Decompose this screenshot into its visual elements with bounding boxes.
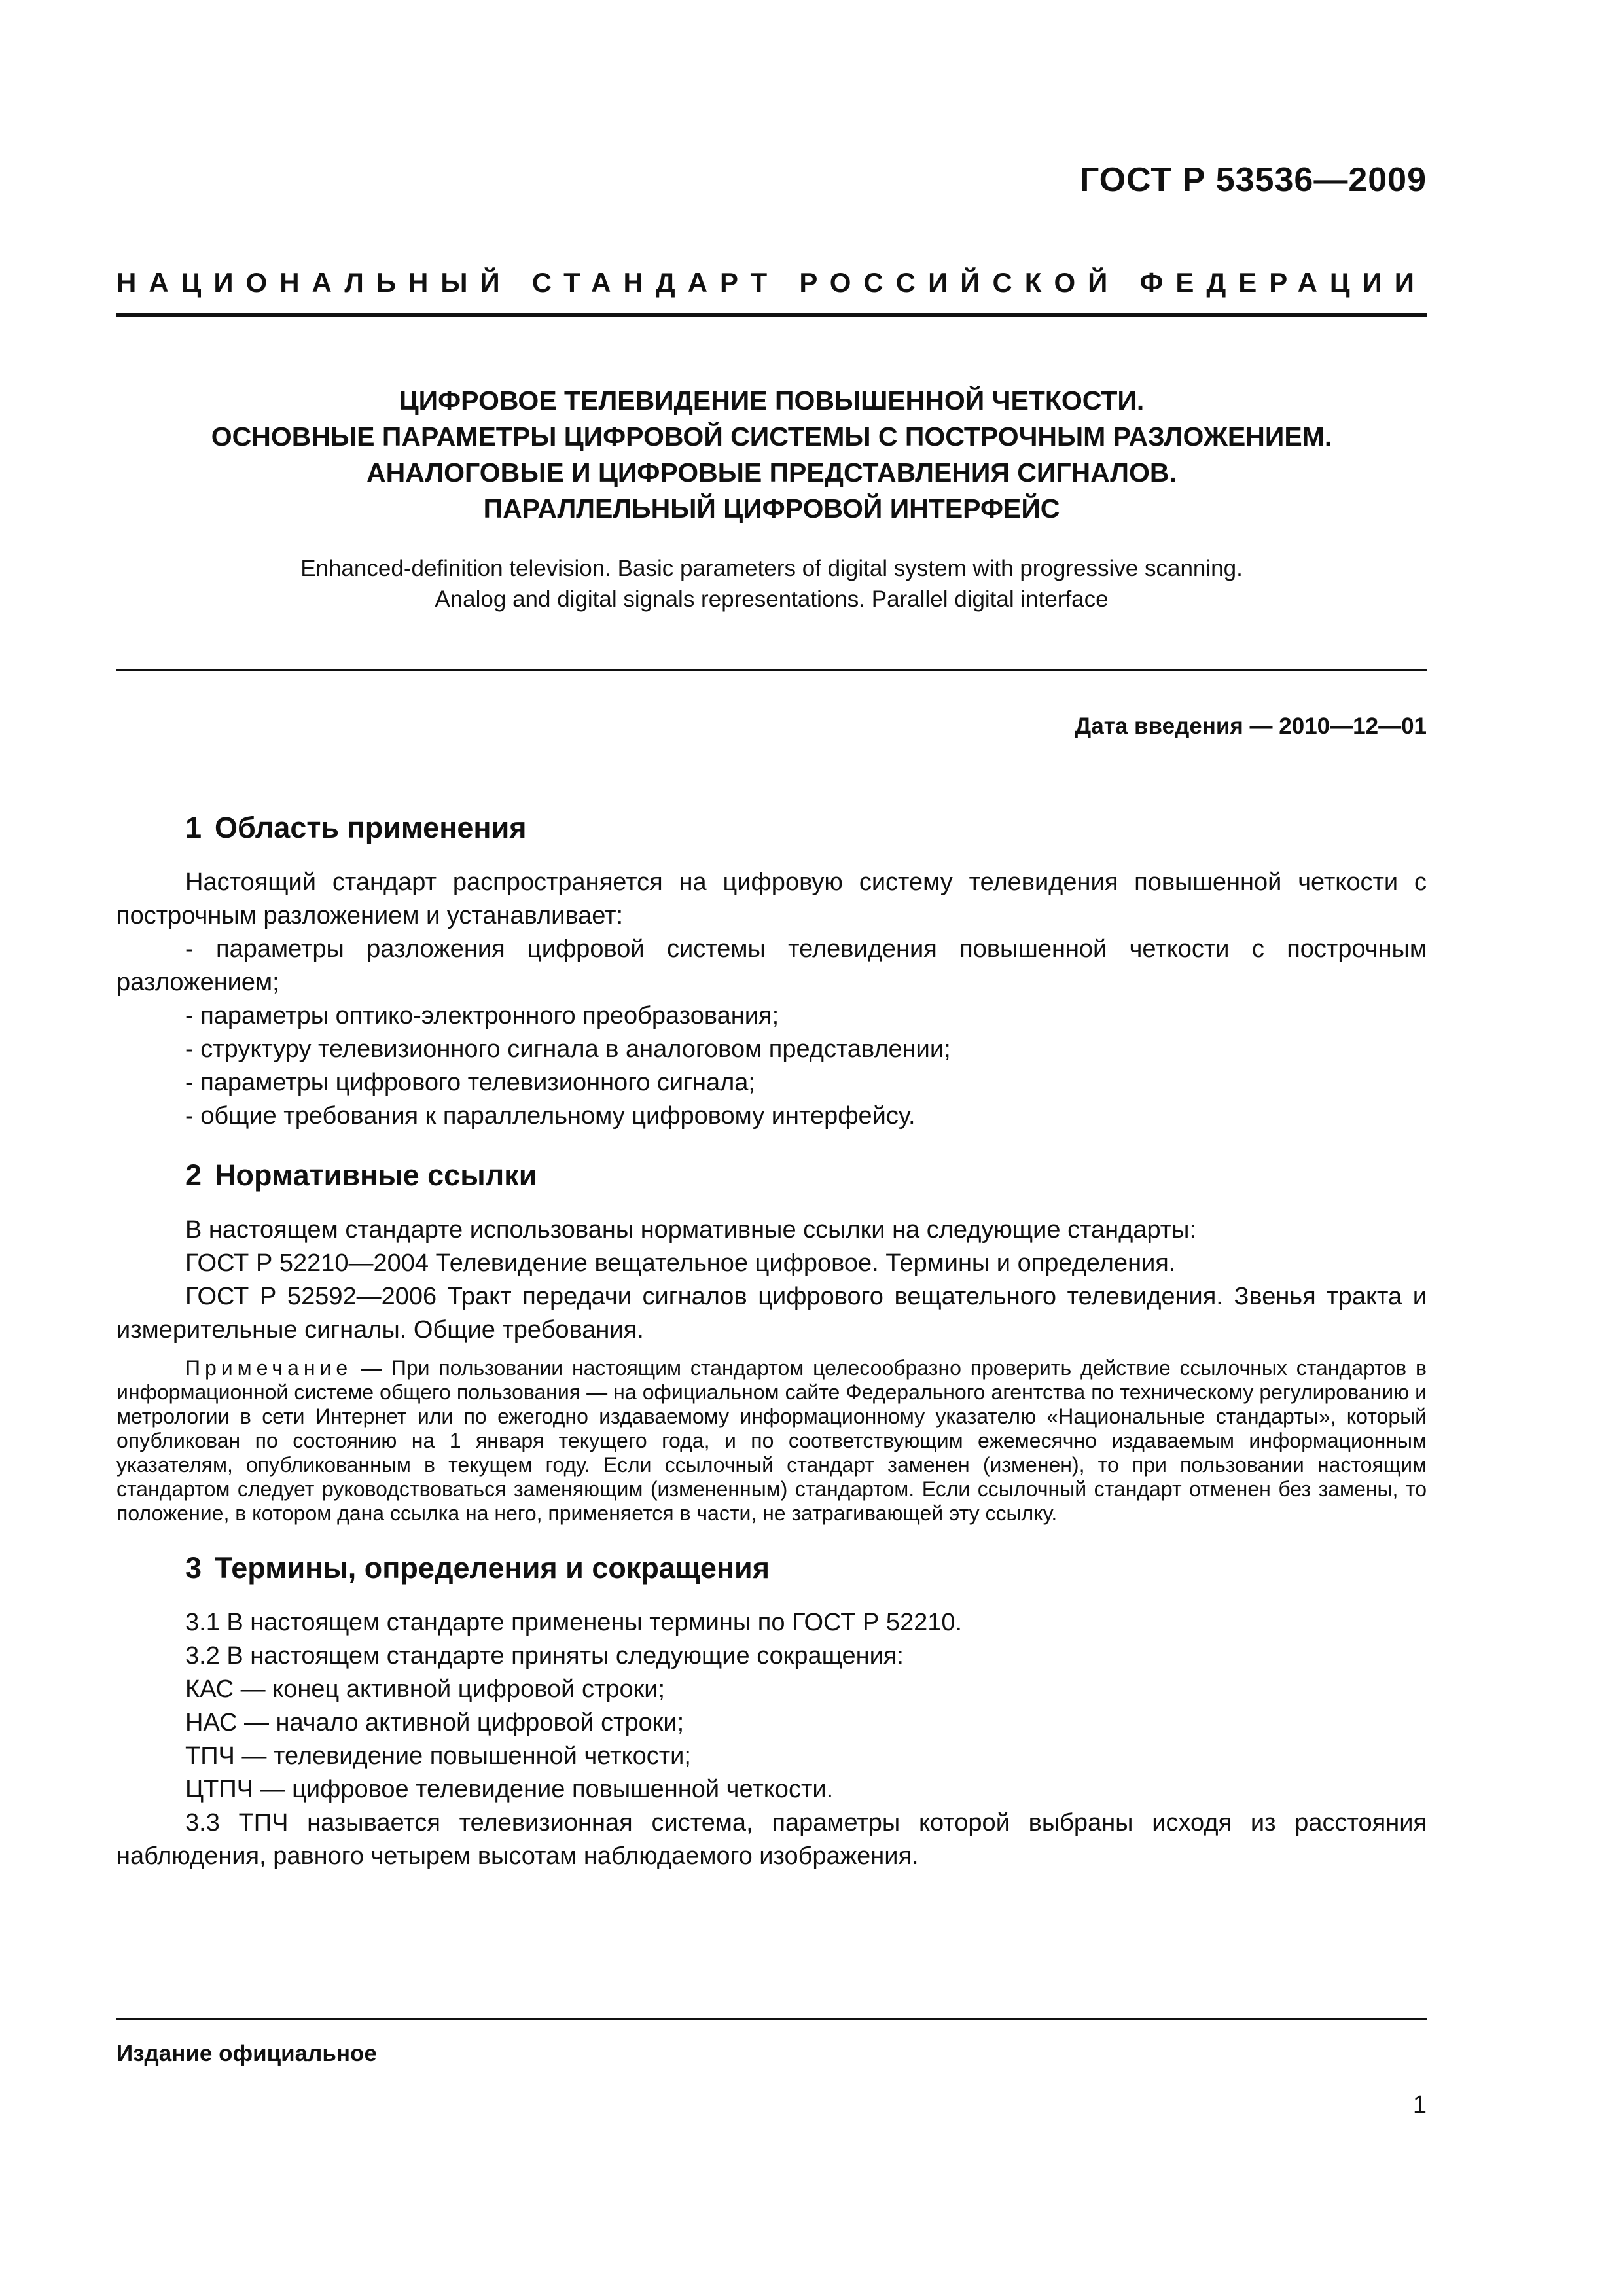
list-item: - параметры разложения цифровой системы телевидения повышенной четкости с построчным разложением; — [116, 935, 1427, 996]
paragraph: 3.1 В настоящем стандарте применены термины по ГОСТ Р 52210. — [185, 1609, 963, 1636]
abbreviation-item: ЦТПЧ — цифровое телевидение повышенной четкости. — [185, 1776, 834, 1803]
section-heading-2 — [116, 1156, 1427, 1195]
national-word: СТАНДАРТ — [531, 267, 780, 298]
abbreviation-item: ТПЧ — телевидение повышенной четкости; — [185, 1742, 691, 1770]
reference-item: ГОСТ Р 52592—2006 Тракт передачи сигналов цифрового вещательного телевидения. Звенья тракта и измерительные сигналы. Общие требования. — [116, 1283, 1427, 1344]
title-en-line: Analog and digital signals representations. Parallel digital interface — [435, 586, 1109, 612]
reference-item: ГОСТ Р 52210—2004 Телевидение вещательное цифровое. Термины и определения. — [185, 1249, 1176, 1277]
paragraph: Настоящий стандарт распространяется на цифровую систему телевидения повышенной четкости с построчным разложением и устанавливает: — [116, 869, 1427, 929]
title-divider — [116, 669, 1427, 671]
paragraph: 3.3 ТПЧ называется телевизионная система, параметры которой выбраны исходя из расстояния наблюдения, равного четырем высотам наблюдаемого изображения. — [116, 1809, 1427, 1870]
introduction-date: Дата введения — 2010—12—01 — [1075, 713, 1427, 739]
title-line: ЦИФРОВОЕ ТЕЛЕВИДЕНИЕ ПОВЫШЕННОЙ ЧЕТКОСТИ. — [399, 386, 1145, 416]
footer-divider — [116, 2018, 1427, 2020]
paragraph: 3.2 В настоящем стандарте приняты следующие сокращения: — [185, 1642, 904, 1670]
section-heading-1 — [116, 808, 1427, 848]
section-number: 3 — [185, 1551, 202, 1585]
national-word: РОССИЙСКОЙ — [799, 267, 1120, 298]
title-line: ОСНОВНЫЕ ПАРАМЕТРЫ ЦИФРОВОЙ СИСТЕМЫ С ПОСТРОЧНЫМ РАЗЛОЖЕНИЕМ. — [211, 422, 1332, 452]
list-item: - общие требования к параллельному цифровому интерфейсу. — [185, 1102, 916, 1130]
abbreviation-item: КАС — конец активной цифровой строки; — [185, 1676, 666, 1703]
header-divider — [116, 313, 1427, 317]
document-body — [116, 808, 1427, 1873]
title-english — [116, 553, 1427, 615]
section-number: 2 — [185, 1158, 202, 1192]
list-item: - параметры оптико-электронного преобразования; — [185, 1002, 779, 1030]
official-edition: Издание официальное — [116, 2041, 377, 2066]
section-title: Термины, определения и сокращения — [215, 1551, 770, 1585]
abbreviation-item: НАС — начало активной цифровой строки; — [185, 1709, 685, 1736]
note — [116, 1356, 1427, 1526]
national-word: НАЦИОНАЛЬНЫЙ — [116, 267, 512, 298]
section-title: Область применения — [215, 811, 527, 844]
note-label: Примечание — [185, 1356, 353, 1380]
document-number: ГОСТ Р 53536—2009 — [1079, 161, 1427, 199]
title-line: ПАРАЛЛЕЛЬНЫЙ ЦИФРОВОЙ ИНТЕРФЕЙС — [483, 493, 1060, 524]
section-title: Нормативные ссылки — [215, 1158, 537, 1192]
title-russian — [116, 383, 1427, 527]
national-standard-line — [116, 267, 1427, 298]
title-line: АНАЛОГОВЫЕ И ЦИФРОВЫЕ ПРЕДСТАВЛЕНИЯ СИГНАЛОВ. — [366, 457, 1177, 488]
paragraph: В настоящем стандарте использованы нормативные ссылки на следующие стандарты: — [185, 1216, 1197, 1244]
section-number: 1 — [185, 811, 202, 844]
section-heading-3 — [116, 1549, 1427, 1588]
title-en-line: Enhanced-definition television. Basic parameters of digital system with progressive scanning. — [300, 556, 1243, 581]
national-word: ФЕДЕРАЦИИ — [1139, 267, 1427, 298]
list-item: - параметры цифрового телевизионного сигнала; — [185, 1069, 755, 1096]
list-item: - структуру телевизионного сигнала в аналоговом представлении; — [185, 1035, 951, 1063]
note-text: — При пользовании настоящим стандартом целесообразно проверить действие ссылочных стандартов в информационной системе общего пользования — на официальном сайте Федерального агентства по техническому регулированию и метрологии в сети Интернет или по ежегодно издаваемому информационному указателю «Национальные стандарты», который опубликован по состоянию на 1 января текущего года, и по соответствующим ежемесячно издаваемым информационным указателям, опубликованным в текущем году. Если ссылочный стандарт заменен (изменен), то при пользовании настоящим стандартом следует руководствоваться заменяющим (измененным) стандартом. Если ссылочный стандарт отменен без замены, то положение, в котором дана ссылка на него, применяется в части, не затрагивающей эту ссылку. — [116, 1356, 1427, 1525]
page-number: 1 — [1412, 2091, 1427, 2119]
